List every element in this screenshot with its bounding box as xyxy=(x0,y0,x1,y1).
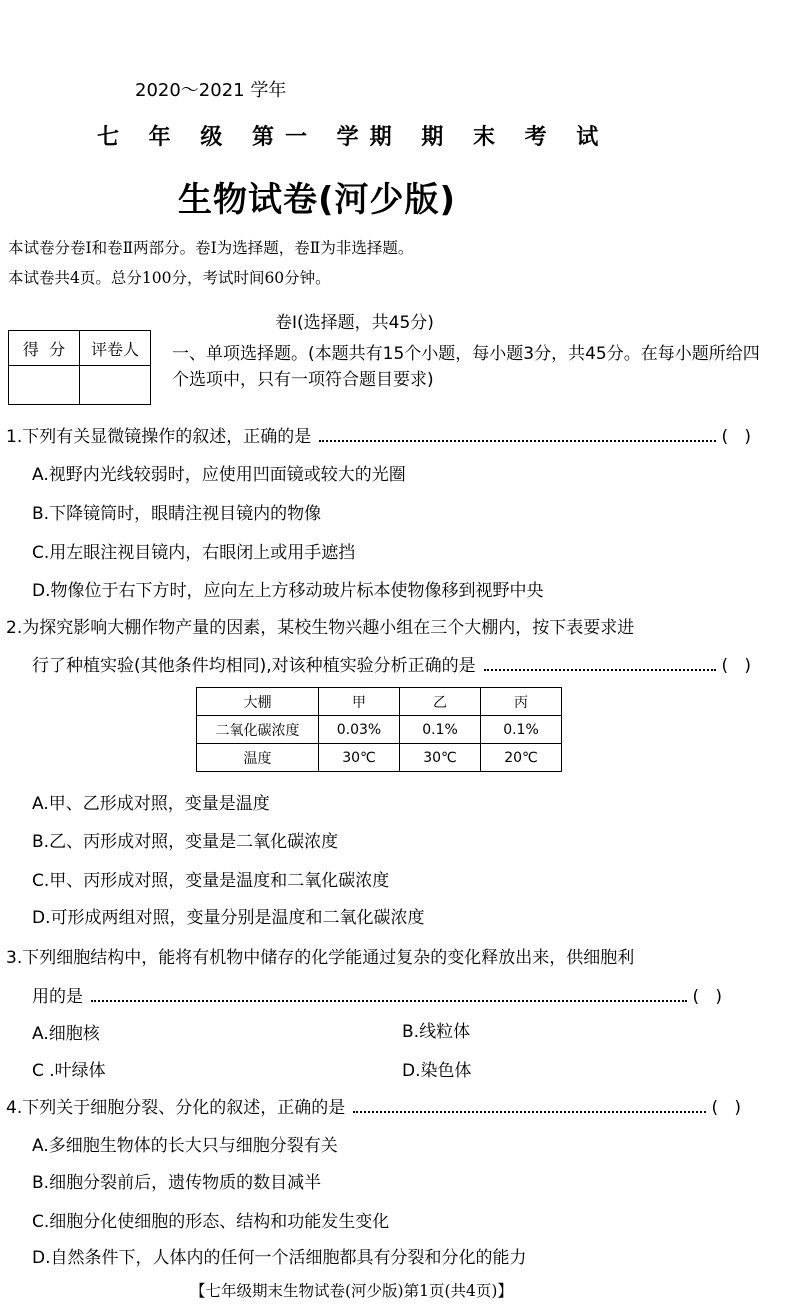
question-3-option-c: C .叶绿体 xyxy=(32,1061,106,1081)
question-1-option-d: D.物像位于右下方时，应向左上方移动玻片标本使物像移到视野中央 xyxy=(32,581,544,601)
table-header-cell: 大棚 xyxy=(197,688,319,716)
question-2-option-d: D.可形成两组对照，变量分别是温度和二氧化碳浓度 xyxy=(32,908,425,928)
leader-dots xyxy=(484,668,716,671)
table-cell: 0.1% xyxy=(400,716,481,744)
question-4-option-c: C.细胞分化使细胞的形态、结构和功能发生变化 xyxy=(32,1212,390,1232)
page-title: 生物试卷(河少版) xyxy=(178,180,457,220)
answer-paren: ( ) xyxy=(711,1098,741,1118)
question-1-option-a: A.视野内光线较弱时，应使用凹面镜或较大的光圈 xyxy=(32,465,406,485)
intro-line-2: 本试卷共4页。总分100分，考试时间60分钟。 xyxy=(8,269,331,287)
table-cell: 20℃ xyxy=(481,744,562,772)
table-cell: 30℃ xyxy=(319,744,400,772)
question-4-option-a: A.多细胞生物体的长大只与细胞分裂有关 xyxy=(32,1136,338,1156)
question-4-option-b: B.细胞分裂前后，遗传物质的数目减半 xyxy=(32,1173,322,1193)
score-box xyxy=(8,330,151,405)
table-header-cell: 乙 xyxy=(400,688,481,716)
table-cell: 二氧化碳浓度 xyxy=(197,716,319,744)
table-header-row xyxy=(197,688,562,716)
question-3-stem-line-1: 3.下列细胞结构中，能将有机物中储存的化学能通过复杂的变化释放出来，供细胞利 xyxy=(6,948,635,968)
table-row xyxy=(197,744,562,772)
table-header-cell: 甲 xyxy=(319,688,400,716)
question-2-stem-line-2 xyxy=(32,651,751,676)
question-3-option-b: B.线粒体 xyxy=(402,1022,471,1042)
question-2-option-b: B.乙、丙形成对照，变量是二氧化碳浓度 xyxy=(32,832,339,852)
question-3-option-d: D.染色体 xyxy=(402,1061,472,1081)
question-text: 1.下列有关显微镜操作的叙述，正确的是 xyxy=(6,427,312,447)
question-4-option-d: D.自然条件下，人体内的任何一个活细胞都具有分裂和分化的能力 xyxy=(32,1248,527,1268)
grader-cell xyxy=(80,366,151,405)
question-1-stem xyxy=(6,422,751,447)
leader-dots xyxy=(319,439,715,442)
question-1-option-b: B.下降镜筒时，眼睛注视目镜内的物像 xyxy=(32,504,322,524)
answer-paren: ( ) xyxy=(692,987,722,1007)
answer-paren: ( ) xyxy=(721,427,751,447)
intro-line-1: 本试卷分卷Ⅰ和卷Ⅱ两部分。卷Ⅰ为选择题，卷Ⅱ为非选择题。 xyxy=(8,239,414,257)
leader-dots xyxy=(91,999,687,1002)
experiment-table xyxy=(196,687,562,772)
question-1-option-c: C.用左眼注视目镜内，右眼闭上或用手遮挡 xyxy=(32,543,356,563)
question-text: 用的是 xyxy=(32,987,83,1007)
score-label: 得 分 xyxy=(9,331,80,366)
question-2-option-c: C.甲、丙形成对照，变量是温度和二氧化碳浓度 xyxy=(32,871,390,891)
question-3-option-a: A.细胞核 xyxy=(32,1024,100,1044)
table-header-cell: 丙 xyxy=(481,688,562,716)
table-cell: 0.1% xyxy=(481,716,562,744)
table-cell: 0.03% xyxy=(319,716,400,744)
score-cell xyxy=(9,366,80,405)
table-row xyxy=(197,716,562,744)
table-cell: 温度 xyxy=(197,744,319,772)
exam-grade-term: 七 年 级 第一 学期 期 末 考 试 xyxy=(97,125,610,150)
school-year: 2020～2021 学年 xyxy=(135,80,287,101)
question-text: 4.下列关于细胞分裂、分化的叙述，正确的是 xyxy=(6,1098,346,1118)
grader-label: 评卷人 xyxy=(80,331,151,366)
section-title: 卷Ⅰ(选择题，共45分) xyxy=(275,313,434,333)
answer-paren: ( ) xyxy=(721,656,751,676)
part-heading: 一、单项选择题。(本题共有15个小题，每小题3分，共45分。在每小题所给四个选项中，只有一项符合题目要求) xyxy=(172,344,760,390)
question-2-option-a: A.甲、乙形成对照，变量是温度 xyxy=(32,794,270,814)
question-3-stem-line-2 xyxy=(32,982,722,1007)
leader-dots xyxy=(353,1110,705,1113)
question-text: 行了种植实验(其他条件均相同),对该种植实验分析正确的是 xyxy=(32,656,476,676)
question-4-stem xyxy=(6,1093,741,1118)
table-cell: 30℃ xyxy=(400,744,481,772)
page-footer: 【七年级期末生物试卷(河少版)第1页(共4页)】 xyxy=(190,1282,513,1300)
question-2-stem-line-1: 2.为探究影响大棚作物产量的因素，某校生物兴趣小组在三个大棚内，按下表要求进 xyxy=(6,618,635,638)
